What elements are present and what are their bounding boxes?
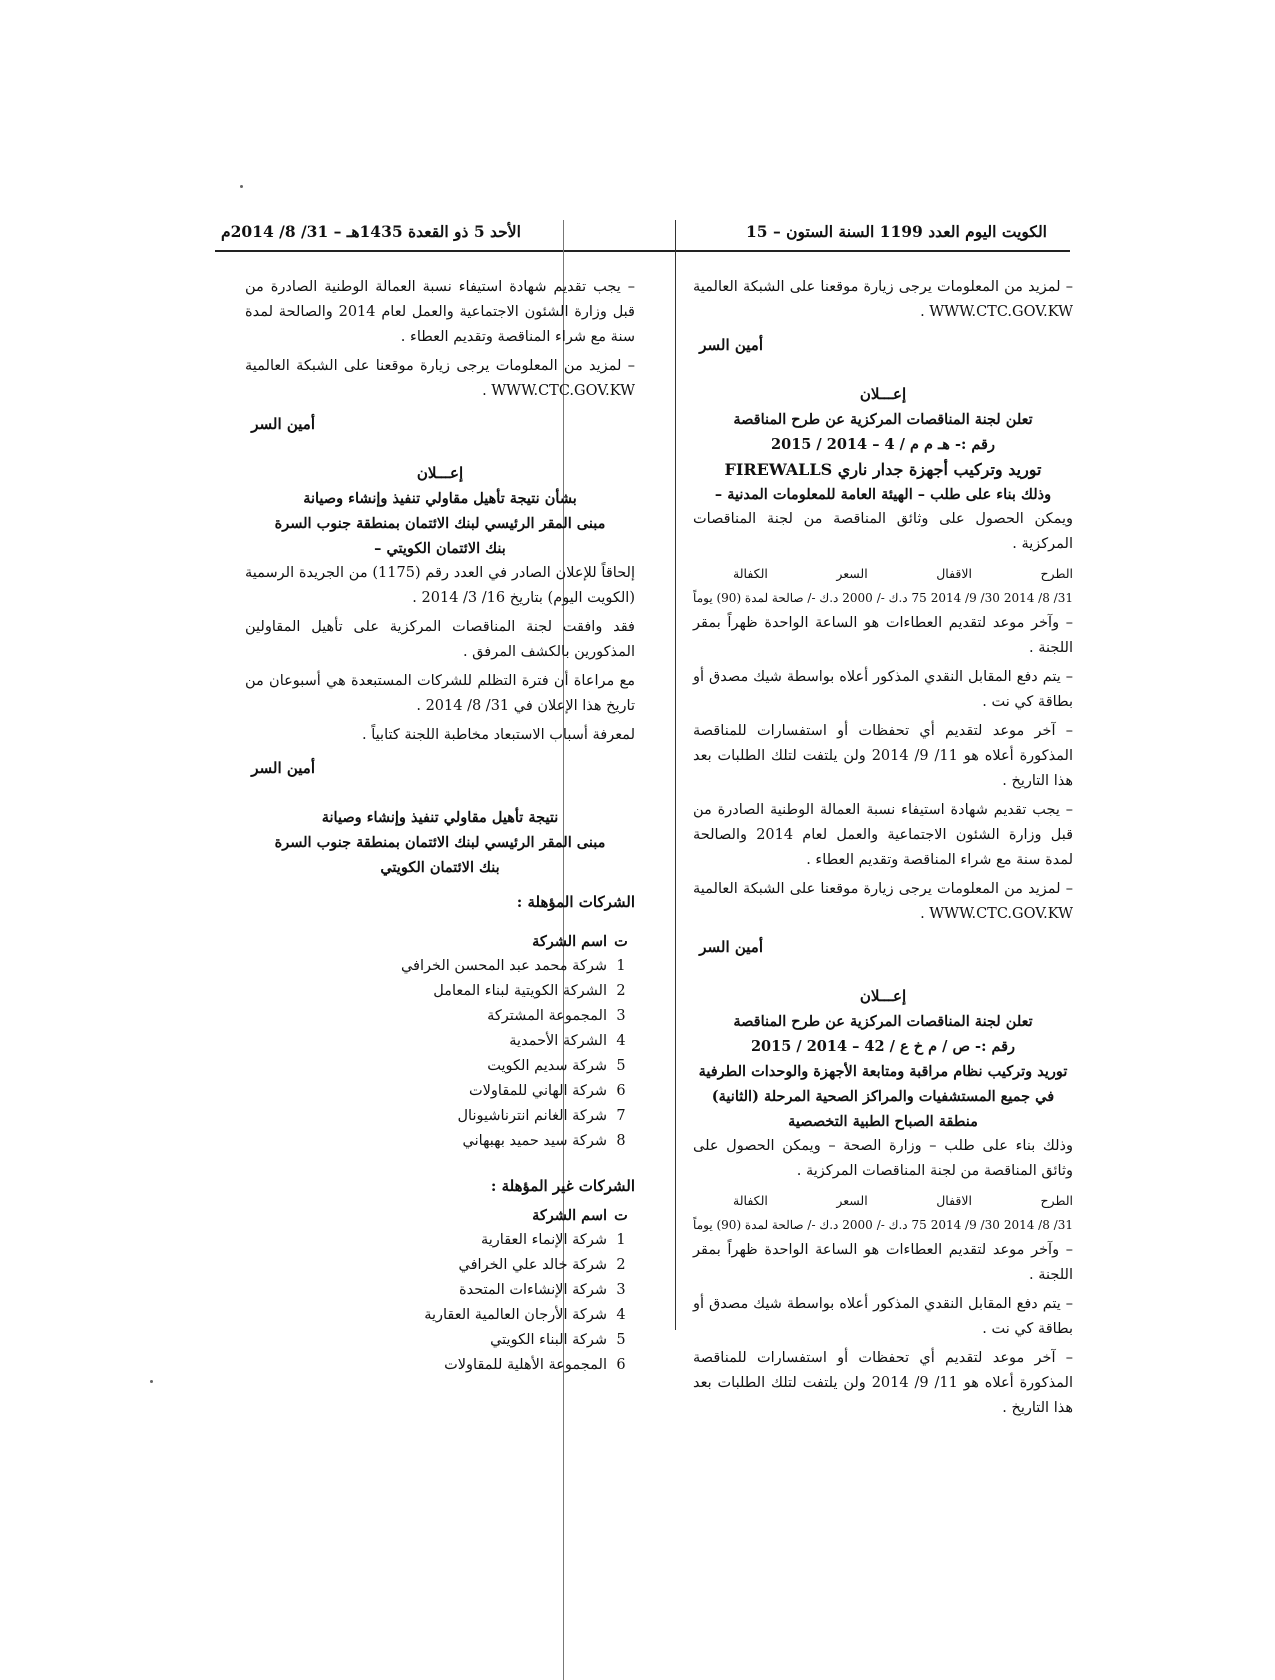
col-name-label: اسم الشركة [532, 1207, 607, 1224]
col-num-label: ت [614, 1207, 628, 1224]
list-item [245, 1054, 635, 1079]
tender-table-row [693, 586, 1073, 611]
tender-subject: توريد وتركيب نظام مراقبة ومتابعة الأجهزة والوحدات الطرفية [698, 1063, 1068, 1080]
item-number: 8 [616, 1133, 626, 1149]
table-cell: 75 د.ك -/ [876, 591, 927, 605]
list-item [245, 1253, 635, 1278]
header-rule [215, 250, 1070, 252]
item-number: 4 [616, 1307, 626, 1323]
item-number: 3 [616, 1282, 626, 1298]
announcement-paragraph: – وآخر موعد لتقديم العطاءات هو الساعة الواحدة ظهراً بمقر اللجنة . [693, 615, 1073, 656]
company-name: شركة الإنشاءات المتحدة [458, 1282, 607, 1298]
unqualified-list [245, 1228, 635, 1378]
table-header-cell: السعر [836, 566, 868, 581]
table-header-cell: الطرح [1040, 566, 1073, 581]
announcement-line: ويمكن الحصول على وثائق المناقصة من لجنة المناقصات المركزية . [693, 511, 1073, 552]
column-divider [675, 220, 676, 1330]
list-item [245, 1079, 635, 1104]
table-cell: 75 د.ك -/ [876, 1218, 927, 1232]
company-name: شركة الإنماء العقارية [480, 1232, 607, 1248]
page-header-right: الكويت اليوم العدد 1199 السنة الستون – 15 [745, 222, 1047, 241]
tender-table-header [693, 561, 1073, 586]
item-number: 5 [616, 1058, 626, 1074]
tender-table-row [693, 1213, 1073, 1238]
company-name: شركة محمد عبد المحسن الخرافي [400, 958, 607, 974]
announcement-paragraph: – لمزيد من المعلومات يرجى زيارة موقعنا على الشبكة العالمية WWW.CTC.GOV.KW . [245, 358, 635, 399]
announcement-paragraph: – وآخر موعد لتقديم العطاءات هو الساعة الواحدة ظهراً بمقر اللجنة . [693, 1242, 1073, 1283]
page-header-left: الأحد 5 ذو القعدة 1435هـ – 31/ 8/ 2014م [221, 222, 521, 241]
requesting-entity: وذلك بناء على طلب – الهيئة العامة للمعلومات المدنية – [714, 486, 1052, 503]
announcement-line: تعلن لجنة المناقصات المركزية عن طرح المناقصة [733, 411, 1033, 428]
scan-speck [240, 185, 243, 188]
signature: أمين السر [251, 415, 315, 433]
left-column [245, 275, 635, 1378]
tender-number: رقم :- هـ م م / 4 – 2014 / 2015 [771, 436, 995, 453]
table-header-cell: الكفالة [733, 1193, 768, 1208]
qualified-heading: الشركات المؤهلة : [516, 893, 635, 911]
list-item [245, 979, 635, 1004]
list-item [245, 1353, 635, 1378]
result-title: مبنى المقر الرئيسي لبنك الائتمان بمنطقة جنوب السرة [274, 834, 606, 851]
announcement-heading: إعـــلان [416, 464, 464, 482]
company-name: شركة خالد علي الخرافي [458, 1257, 607, 1273]
item-number: 1 [616, 958, 626, 974]
announcement-line: تعلن لجنة المناقصات المركزية عن طرح المناقصة [733, 1013, 1033, 1030]
announcement-line: بشأن نتيجة تأهيل مقاولي تنفيذ وإنشاء وصيانة [303, 490, 577, 507]
list-item [245, 1104, 635, 1129]
table-cell: 30/ 9/ 2014 [930, 591, 1000, 605]
tender-table-header [693, 1188, 1073, 1213]
table-header-cell: الكفالة [733, 566, 768, 581]
company-name: شركة الغانم انترناشيونال [457, 1108, 607, 1124]
item-number: 2 [616, 1257, 626, 1273]
company-name: شركة سيد حميد بهبهاني [462, 1133, 607, 1149]
table-cell: 31/ 8/ 2014 [1003, 591, 1073, 605]
announcement-paragraph: إلحاقاً للإعلان الصادر في العدد رقم (1175) من الجريدة الرسمية (الكويت اليوم) بتاريخ 16/ 3/ 2014 . [245, 565, 636, 606]
item-number: 1 [616, 1232, 626, 1248]
announcement-heading: إعـــلان [859, 987, 907, 1005]
list-item [245, 1004, 635, 1029]
company-list-header [245, 929, 635, 954]
tender-subject: في جميع المستشفيات والمراكز الصحية المرحلة (الثانية) [711, 1088, 1055, 1105]
announcement-paragraph: – آخر موعد لتقديم أي تحفظات أو استفسارات للمناقصة المذكورة أعلاه هو 11/ 9/ 2014 ولن يلتفت لتلك الطلبات بعد هذا التاريخ . [693, 1350, 1074, 1416]
announcement-paragraph: – يجب تقديم شهادة استيفاء نسبة العمالة الوطنية الصادرة من قبل وزارة الشئون الاجتماعية والعمل لعام 2014 والصالحة لمدة سنة مع شراء المناقصة وتقديم العطاء . [693, 802, 1073, 868]
signature: أمين السر [251, 759, 315, 777]
table-cell: 30/ 9/ 2014 [930, 1218, 1000, 1232]
tender-subject: توريد وتركيب أجهزة جدار ناري FIREWALLS [724, 460, 1042, 479]
item-number: 5 [616, 1332, 626, 1348]
announcement-paragraph: – لمزيد من المعلومات يرجى زيارة موقعنا على الشبكة العالمية WWW.CTC.GOV.KW . [693, 881, 1073, 922]
company-name: الشركة الأحمدية [509, 1033, 607, 1049]
item-number: 6 [616, 1357, 626, 1373]
list-item [245, 954, 635, 979]
right-column [693, 275, 1073, 1425]
company-name: شركة سديم الكويت [487, 1058, 607, 1074]
list-item [245, 1129, 635, 1154]
company-name: الشركة الكويتية لبناء المعامل [433, 983, 607, 999]
table-header-cell: الاقفال [936, 566, 972, 581]
item-number: 7 [616, 1108, 626, 1124]
announcement-line: وذلك بناء على طلب – وزارة الصحة – ويمكن الحصول على وثائق المناقصة من لجنة المناقصات المركزية . [693, 1138, 1073, 1179]
scan-speck [150, 1380, 153, 1383]
tender-subject: منطقة الصباح الطبية التخصصية [788, 1113, 978, 1130]
table-cell: 2000 د.ك -/ صالحة لمدة (90) يوماً [693, 1218, 873, 1232]
company-name: المجموعة المشتركة [487, 1008, 607, 1024]
table-header-cell: الطرح [1040, 1193, 1073, 1208]
list-item [245, 1278, 635, 1303]
signature: أمين السر [699, 938, 763, 956]
list-item [245, 1029, 635, 1054]
col-name-label: اسم الشركة [532, 933, 607, 950]
announcement-line: بنك الائتمان الكويتي – [374, 540, 506, 557]
result-title: بنك الائتمان الكويتي [380, 859, 500, 876]
announcement-paragraph: مع مراعاة أن فترة التظلم للشركات المستبعدة هي أسبوعان من تاريخ هذا الإعلان في 31/ 8/ 2014 . [245, 673, 635, 714]
col-num-label: ت [614, 933, 628, 950]
unqualified-heading: الشركات غير المؤهلة : [490, 1177, 635, 1195]
intro-paragraph: – لمزيد من المعلومات يرجى زيارة موقعنا على الشبكة العالمية WWW.CTC.GOV.KW . [693, 279, 1073, 320]
company-name: المجموعة الأهلية للمقاولات [444, 1357, 607, 1373]
company-name: شركة الأرجان العالمية العقارية [424, 1307, 607, 1323]
tender-number: رقم :- ص / م خ ع / 42 – 2014 / 2015 [750, 1038, 1016, 1055]
announcement-paragraph: – يتم دفع المقابل النقدي المذكور أعلاه بواسطة شيك مصدق أو بطاقة كي نت . [693, 669, 1073, 710]
list-item [245, 1303, 635, 1328]
item-number: 6 [616, 1083, 626, 1099]
announcement-line: مبنى المقر الرئيسي لبنك الائتمان بمنطقة جنوب السرة [274, 515, 606, 532]
item-number: 4 [616, 1033, 626, 1049]
announcement-paragraph: – آخر موعد لتقديم أي تحفظات أو استفسارات للمناقصة المذكورة أعلاه هو 11/ 9/ 2014 ولن يلتفت لتلك الطلبات بعد هذا التاريخ . [693, 723, 1074, 789]
list-item [245, 1328, 635, 1353]
table-header-cell: السعر [836, 1193, 868, 1208]
item-number: 3 [616, 1008, 626, 1024]
table-header-cell: الاقفال [936, 1193, 972, 1208]
item-number: 2 [616, 983, 626, 999]
announcement-paragraph: فقد وافقت لجنة المناقصات المركزية على تأهيل المقاولين المذكورين بالكشف المرفق . [245, 619, 635, 660]
company-name: شركة الهاني للمقاولات [469, 1083, 607, 1099]
company-list-header [245, 1203, 635, 1228]
list-item [245, 1228, 635, 1253]
qualified-list [245, 954, 635, 1154]
table-cell: 2000 د.ك -/ صالحة لمدة (90) يوماً [693, 591, 873, 605]
announcement-heading: إعـــلان [859, 385, 907, 403]
announcement-paragraph: – يتم دفع المقابل النقدي المذكور أعلاه بواسطة شيك مصدق أو بطاقة كي نت . [693, 1296, 1073, 1337]
announcement-paragraph: – يجب تقديم شهادة استيفاء نسبة العمالة الوطنية الصادرة من قبل وزارة الشئون الاجتماعية والعمل لعام 2014 والصالحة لمدة سنة مع شراء المناقصة وتقديم العطاء . [245, 279, 635, 345]
table-cell: 31/ 8/ 2014 [1003, 1218, 1073, 1232]
company-name: شركة البناء الكويتي [490, 1332, 607, 1348]
announcement-paragraph: لمعرفة أسباب الاستبعاد مخاطبة اللجنة كتابياً . [362, 727, 635, 743]
result-title: نتيجة تأهيل مقاولي تنفيذ وإنشاء وصيانة [321, 809, 559, 826]
signature: أمين السر [699, 336, 763, 354]
